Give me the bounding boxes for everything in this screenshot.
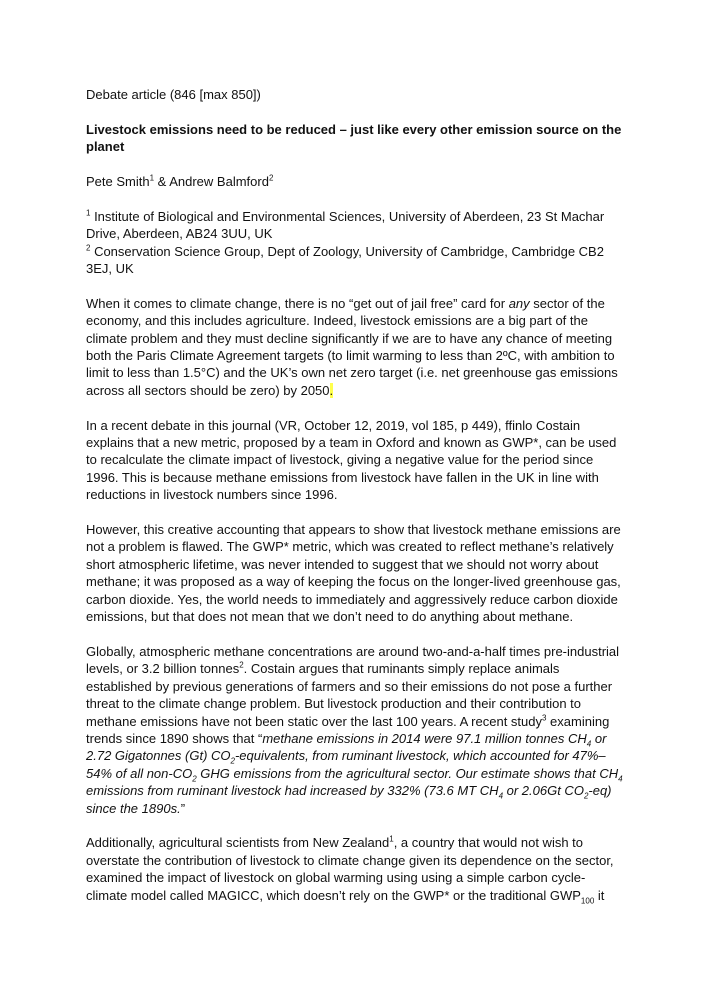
p1-emphasis: any — [508, 295, 530, 311]
p4-close-quote: ” — [180, 800, 186, 816]
citation-3: 3 — [541, 713, 547, 723]
p4-text-b: . Costain argues that ruminants simply replace animals established by previous generations of farmers and so their emissions do not pose a further threat to the climate change problem. But livestock production and their contribution to methane emissions have not been static over the last 100 years. A recent study — [86, 661, 613, 729]
article-title: Livestock emissions need to be reduced – just like every other emission source on the planet — [86, 121, 622, 155]
author-1: Pete Smith — [86, 174, 150, 189]
p1-text-b: sector of the economy, and this includes agriculture. Indeed, livestock emissions are a big part of the climate problem and they must decline significantly if we are to have any chance of meeting both the Paris Climate Agreement targets (to limit warming to less than 2ºC, with ambition to limit to less than 1.5°C) and the UK’s own net zero target (i.e. net greenhouse gas emissions across all sectors should be zero) by 2050 — [86, 295, 618, 398]
paragraph-2: In a recent debate in this journal (VR, October 12, 2019, vol 185, p 449), ffinlo Costain explains that a new metric, proposed by a team in Oxford and known as GWP*, can be used to recalculate the climate impact of livestock, giving a negative value for the period since 1996. This is because methane emissions from livestock have fallen in the UK in line with reductions in livestock numbers since 1996. — [86, 417, 617, 503]
author-line — [86, 173, 626, 190]
paragraph-5 — [86, 834, 626, 904]
affiliation-2-text: Conservation Science Group, Dept of Zoology, University of Cambridge, Cambridge CB2 3EJ, UK — [86, 243, 604, 277]
p4-text-c: examining trends since 1890 shows that “ — [86, 713, 610, 746]
quote-part-3: -equivalents, from ruminant livestock, which accounted for 47%–54% of all non-CO — [86, 748, 606, 781]
quote-part-6: or 2.06Gt CO — [503, 783, 584, 799]
paragraph-4 — [86, 643, 626, 817]
p5-text-a: Additionally, agricultural scientists from New Zealand — [86, 835, 390, 851]
document-page — [86, 86, 626, 904]
highlight-mark: . — [329, 382, 334, 398]
gwp-subscript: 100 — [580, 896, 595, 906]
affiliation-1-text: Institute of Biological and Environmental Sciences, University of Aberdeen, 23 St Machar Drive, Aberdeen, AB24 3UU, UK — [86, 208, 605, 242]
paragraph-3: However, this creative accounting that appears to show that livestock methane emissions are not a problem is flawed. The GWP* metric, which was created to reflect methane’s relatively short atmospheric lifetime, was never intended to suggest that we should not worry about methane; it was proposed as a way of keeping the focus on the longer-lived greenhouse gas, carbon dioxide. Yes, the world needs to immediately and aggressively reduce carbon dioxide emissions, but that does not mean that we don’t need to do anything about methane. — [86, 522, 621, 625]
quote-sub-4: 4 — [618, 774, 623, 784]
quote-sub-5: 4 — [498, 791, 504, 801]
header-label: Debate article (846 [max 850]) — [86, 87, 261, 102]
p5-text-b: , a country that would not wish to overstate the contribution of livestock to climate change given its dependence on the sector, examined the impact of livestock on global warming using using a simple carbon cycle-climate model called MAGICC, which doesn’t rely on the GWP* or the traditional GWP — [86, 835, 614, 903]
citation-2: 2 — [239, 660, 244, 670]
author-2-affil: 2 — [268, 173, 274, 183]
quote-sub-2: 2 — [230, 756, 235, 766]
author-1-affil: 1 — [149, 173, 155, 183]
citation-1: 1 — [389, 835, 394, 845]
affiliation-2 — [86, 243, 626, 278]
affiliation-1 — [86, 208, 626, 243]
affiliation-2-mark: 2 — [86, 243, 91, 253]
author-2: & Andrew Balmford — [154, 174, 269, 189]
quote-part-7: -eq) since the 1890s. — [86, 783, 612, 816]
p5-text-c: it — [594, 887, 605, 903]
affiliation-1-mark: 1 — [86, 208, 91, 218]
quote-part-1: methane emissions in 2014 were 97.1 million tonnes CH — [262, 730, 587, 746]
quote-sub-1: 4 — [586, 739, 592, 749]
p4-text-a: Globally, atmospheric methane concentrations are around two-and-a-half times pre-industrial levels, or 3.2 billion tonnes — [86, 643, 620, 677]
quote-part-2: or 2.72 Gigatonnes (Gt) CO — [86, 730, 607, 764]
quote-part-4: GHG emissions from the agricultural sector. Our estimate shows that CH — [196, 765, 619, 781]
quote-sub-3: 2 — [192, 774, 197, 784]
quote-sub-6: 2 — [583, 791, 589, 801]
paragraph-1 — [86, 295, 626, 399]
quote-part-5: emissions from ruminant livestock had increased by 332% (73.6 MT CH — [86, 783, 499, 799]
p1-text-a: When it comes to climate change, there is no “get out of jail free” card for — [86, 295, 509, 311]
